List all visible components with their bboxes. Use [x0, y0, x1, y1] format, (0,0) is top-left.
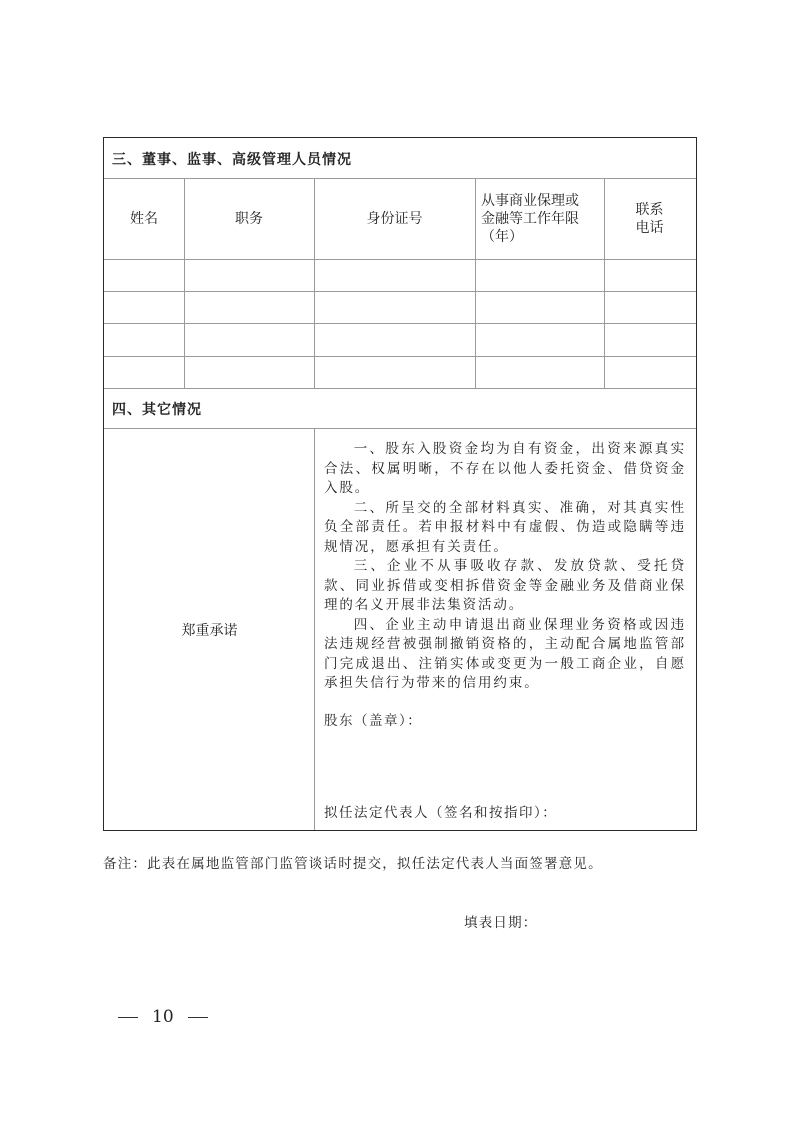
- column-header-text: 电话: [635, 219, 664, 236]
- column-header-text: 从事商业保理或: [481, 192, 579, 209]
- legal-rep-signature-field[interactable]: 拟任法定代表人（签名和按指印）：: [324, 805, 558, 821]
- fill-date-field[interactable]: 填表日期：: [464, 915, 538, 931]
- remark-note: 备注：此表在属地监管部门监管谈话时提交，拟任法定代表人当面签署意见。: [103, 856, 603, 872]
- promise-paragraph: 二、所呈交的全部材料真实、准确，对其真实性负全部责任。若申报材料中有虚假、伪造或隐瞒等违规情况，愿承担有关责任。: [324, 499, 686, 555]
- dash-right: [188, 1017, 208, 1018]
- column-header-text: 金融等工作年限: [481, 210, 579, 227]
- section4-title: 四、其它情况: [112, 402, 202, 418]
- page-number-text: 10: [152, 1007, 174, 1027]
- table-row[interactable]: [104, 356, 695, 388]
- promise-paragraph: 三、企业不从事吸收存款、发放贷款、受托贷款、同业拆借或变相拆借资金等金融业务及借商业保理的名义开展非法集资活动。: [324, 558, 686, 613]
- column-header-text: 联系: [635, 201, 664, 218]
- section3-title: 三、董事、监事、高级管理人员情况: [112, 152, 352, 168]
- table-row[interactable]: [104, 291, 695, 323]
- promise-paragraph: 四、企业主动申请退出商业保理业务资格或因违法违规经营被强制撤销资格的，主动配合属地监管部门完成退出、注销实体或变更为一般工商企业，自愿承担失信行为带来的信用约束。: [324, 616, 686, 691]
- column-header-name: [104, 178, 184, 259]
- info-table: [103, 137, 697, 831]
- column-header-id-number: [314, 178, 475, 259]
- column-header-phone: [604, 178, 695, 259]
- shareholder-seal-field[interactable]: 股东（盖章）：: [324, 713, 423, 729]
- promise-text: [324, 440, 686, 694]
- table-row[interactable]: [104, 259, 695, 291]
- page-number: [118, 1007, 208, 1027]
- column-header-text: 姓名: [130, 210, 158, 227]
- column-header-position: [184, 178, 314, 259]
- row-divider: [104, 388, 696, 389]
- column-header-text: 身份证号: [366, 210, 423, 227]
- column-header-work-years: [475, 178, 604, 259]
- table-row[interactable]: [104, 323, 695, 356]
- promise-paragraph: 一、股东入股资金均为自有资金，出资来源真实合法、权属明晰，不存在以他人委托资金、借贷资金入股。: [324, 441, 686, 496]
- dash-left: [118, 1017, 138, 1018]
- column-header-text: （年）: [481, 228, 523, 245]
- column-header-text: 职务: [235, 210, 263, 227]
- solemn-promise-label: 郑重承诺: [181, 623, 238, 639]
